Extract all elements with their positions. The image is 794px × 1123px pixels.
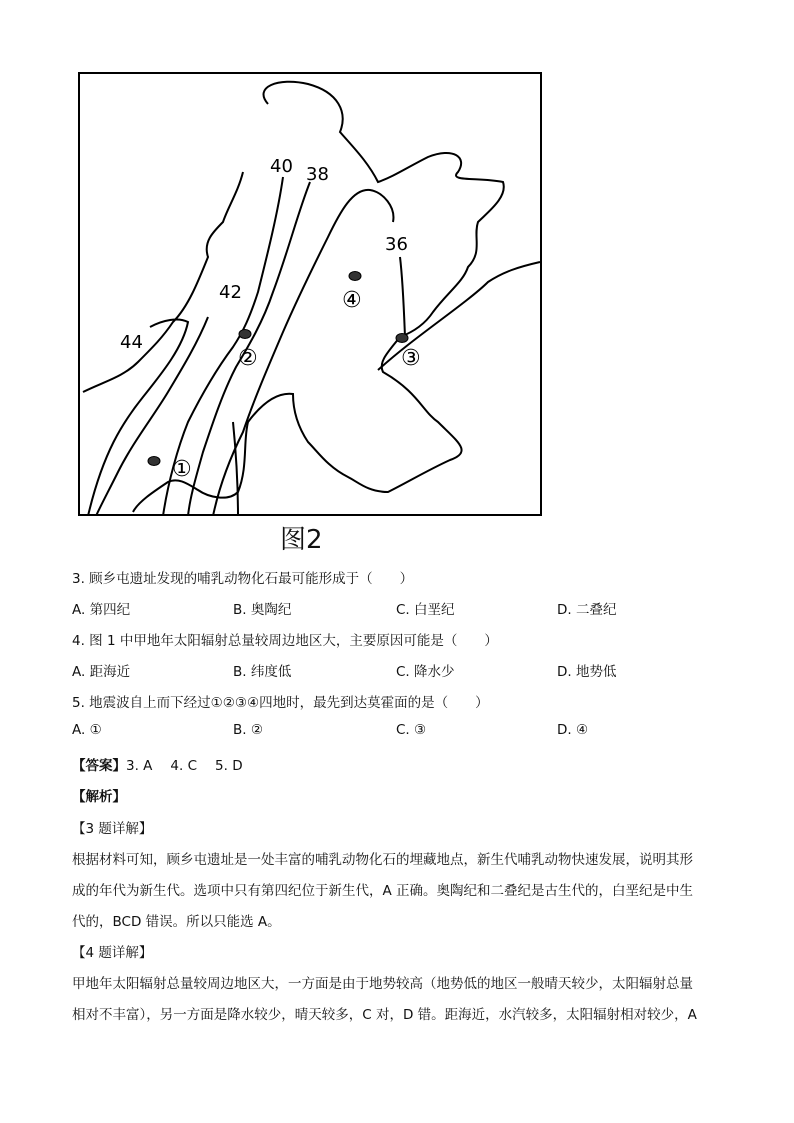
- question-3-option-c: C. 白垩纪: [396, 602, 455, 618]
- contour-label-36: 36: [385, 234, 408, 255]
- question-4-stem: 4. 图 1 中甲地年太阳辐射总量较周边地区大，主要原因可能是（ ）: [72, 633, 498, 649]
- analysis-tag: 【解析】: [72, 789, 126, 805]
- point-2-marker: [239, 330, 251, 339]
- question-4-option-a: A. 距海近: [72, 664, 131, 680]
- contour-label-44: 44: [120, 332, 143, 353]
- q4-detail-title: 【4 题详解】: [72, 945, 153, 961]
- contour-label-40: 40: [270, 156, 293, 177]
- map-border: [79, 73, 541, 515]
- point-label-4: ④: [342, 288, 362, 313]
- contour-map: [78, 72, 542, 516]
- question-5-option-b: B. ②: [233, 722, 263, 738]
- contour-label-38: 38: [306, 164, 329, 185]
- point-3-marker: [396, 334, 408, 343]
- question-4-option-c: C. 降水少: [396, 664, 455, 680]
- q4-detail-line-1: 甲地年太阳辐射总量较周边地区大，一方面是由于地势较高（地势低的地区一般晴天较少，太阳辐射总量: [72, 976, 693, 992]
- point-label-1: ①: [172, 457, 192, 482]
- question-3-option-a: A. 第四纪: [72, 602, 131, 618]
- point-label-3: ③: [401, 346, 421, 371]
- question-3-option-d: D. 二叠纪: [557, 602, 617, 618]
- q3-detail-line-1: 根据材料可知，顾乡屯遗址是一处丰富的哺乳动物化石的埋藏地点，新生代哺乳动物快速发展，说明其形: [72, 852, 693, 868]
- answer-item-5: 5. D: [215, 758, 243, 774]
- point-1-marker: [148, 457, 160, 466]
- q3-detail-line-2: 成的年代为新生代。选项中只有第四纪位于新生代，A 正确。奥陶纪和二叠纪是古生代的，白垩纪是中生: [72, 883, 694, 899]
- q3-detail-title: 【3 题详解】: [72, 821, 153, 837]
- question-5-option-d: D. ④: [557, 722, 589, 738]
- contour-map-svg: [78, 72, 542, 516]
- q3-detail-line-3: 代的，BCD 错误。所以只能选 A。: [72, 914, 281, 930]
- question-5-option-a: A. ①: [72, 722, 102, 738]
- question-3-stem: 3. 顾乡屯遗址发现的哺乳动物化石最可能形成于（ ）: [72, 571, 414, 587]
- point-4-marker: [349, 272, 361, 281]
- answer-item-4: 4. C: [170, 758, 198, 774]
- answer-line: [72, 754, 261, 774]
- question-3-option-b: B. 奥陶纪: [233, 602, 292, 618]
- question-4-option-d: D. 地势低: [557, 664, 617, 680]
- q4-detail-line-2: 相对不丰富），另一方面是降水较少，晴天较多，C 对，D 错。距海近，水汽较多，太阳辐射相对较少，A: [72, 1007, 697, 1023]
- answer-tag: 【答案】: [72, 758, 126, 774]
- question-5-stem: 5. 地震波自上而下经过①②③④四地时，最先到达莫霍面的是（ ）: [72, 695, 489, 711]
- question-5-option-c: C. ③: [396, 722, 427, 738]
- contour-label-42: 42: [219, 282, 242, 303]
- answer-item-3: 3. A: [126, 758, 153, 774]
- figure-caption: 图2: [280, 525, 323, 555]
- point-label-2: ②: [238, 346, 258, 371]
- question-4-option-b: B. 纬度低: [233, 664, 292, 680]
